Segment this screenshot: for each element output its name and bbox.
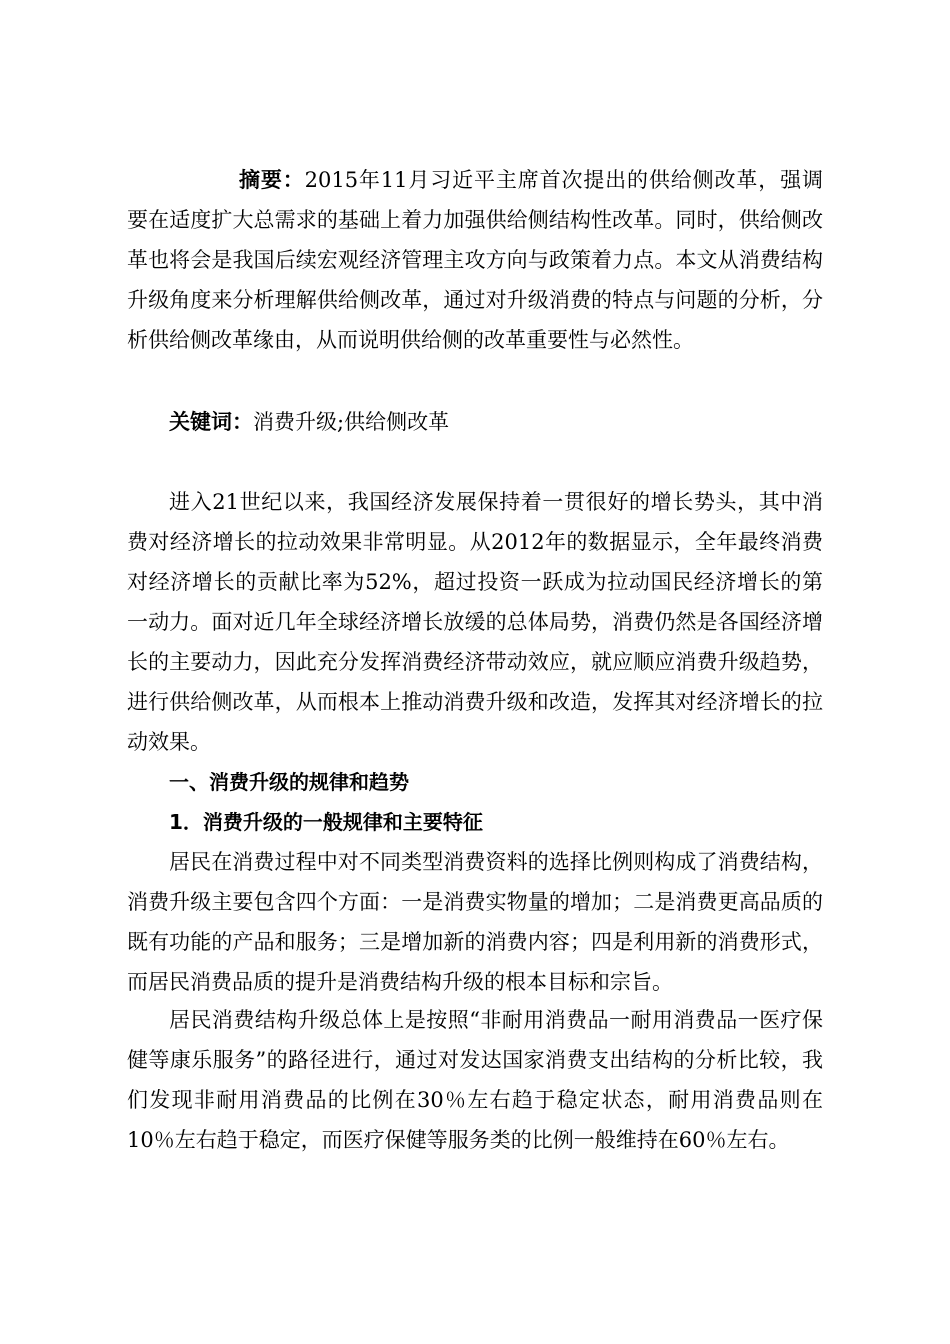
section-heading: 一、消费升级的规律和趋势: [169, 770, 409, 794]
keywords-line: [127, 402, 823, 442]
body-paragraph-3: 居民消费结构升级总体上是按照“非耐用消费品一耐用消费品一医疗保健等康乐服务”的路径进行，通过对发达国家消费支出结构的分析比较，我们发现非耐用消费品的比例在30％左右趋于稳定状态，耐用消费品则在10％左右趋于稳定，而医疗保健等服务类的比例一般维持在60％左右。: [127, 1008, 823, 1152]
keywords-label: 关键词：: [169, 410, 253, 434]
keywords-text: 消费升级;供给侧改革: [253, 410, 450, 434]
subsection-heading: 1．消费升级的一般规律和主要特征: [169, 810, 483, 834]
abstract-paragraph: [127, 160, 823, 360]
abstract-label: 摘要：: [239, 168, 305, 192]
intro-paragraph: 进入21世纪以来，我国经济发展保持着一贯很好的增长势头，其中消费对经济增长的拉动效果非常明显。从2012年的数据显示，全年最终消费对经济增长的贡献比率为52%，超过投资一跃成为拉动国民经济增长的第一动力。面对近几年全球经济增长放缓的总体局势，消费仍然是各国经济增长的主要动力，因此充分发挥消费经济带动效应，就应顺应消费升级趋势，进行供给侧改革，从而根本上推动消费升级和改造，发挥其对经济增长的拉动效果。: [127, 490, 823, 754]
body-paragraph-2: 居民在消费过程中对不同类型消费资料的选择比例则构成了消费结构，消费升级主要包含四个方面：一是消费实物量的增加；二是消费更高品质的既有功能的产品和服务；三是增加新的消费内容；四是利用新的消费形式，而居民消费品质的提升是消费结构升级的根本目标和宗旨。: [127, 850, 823, 994]
abstract-text: 2015年11月习近平主席首次提出的供给侧改革，强调要在适度扩大总需求的基础上着力加强供给侧结构性改革。同时，供给侧改革也将会是我国后续宏观经济管理主攻方向与政策着力点。本文从消费结构升级角度来分析理解供给侧改革，通过对升级消费的特点与问题的分析，分析供给侧改革缘由，从而说明供给侧的改革重要性与必然性。: [127, 168, 823, 352]
